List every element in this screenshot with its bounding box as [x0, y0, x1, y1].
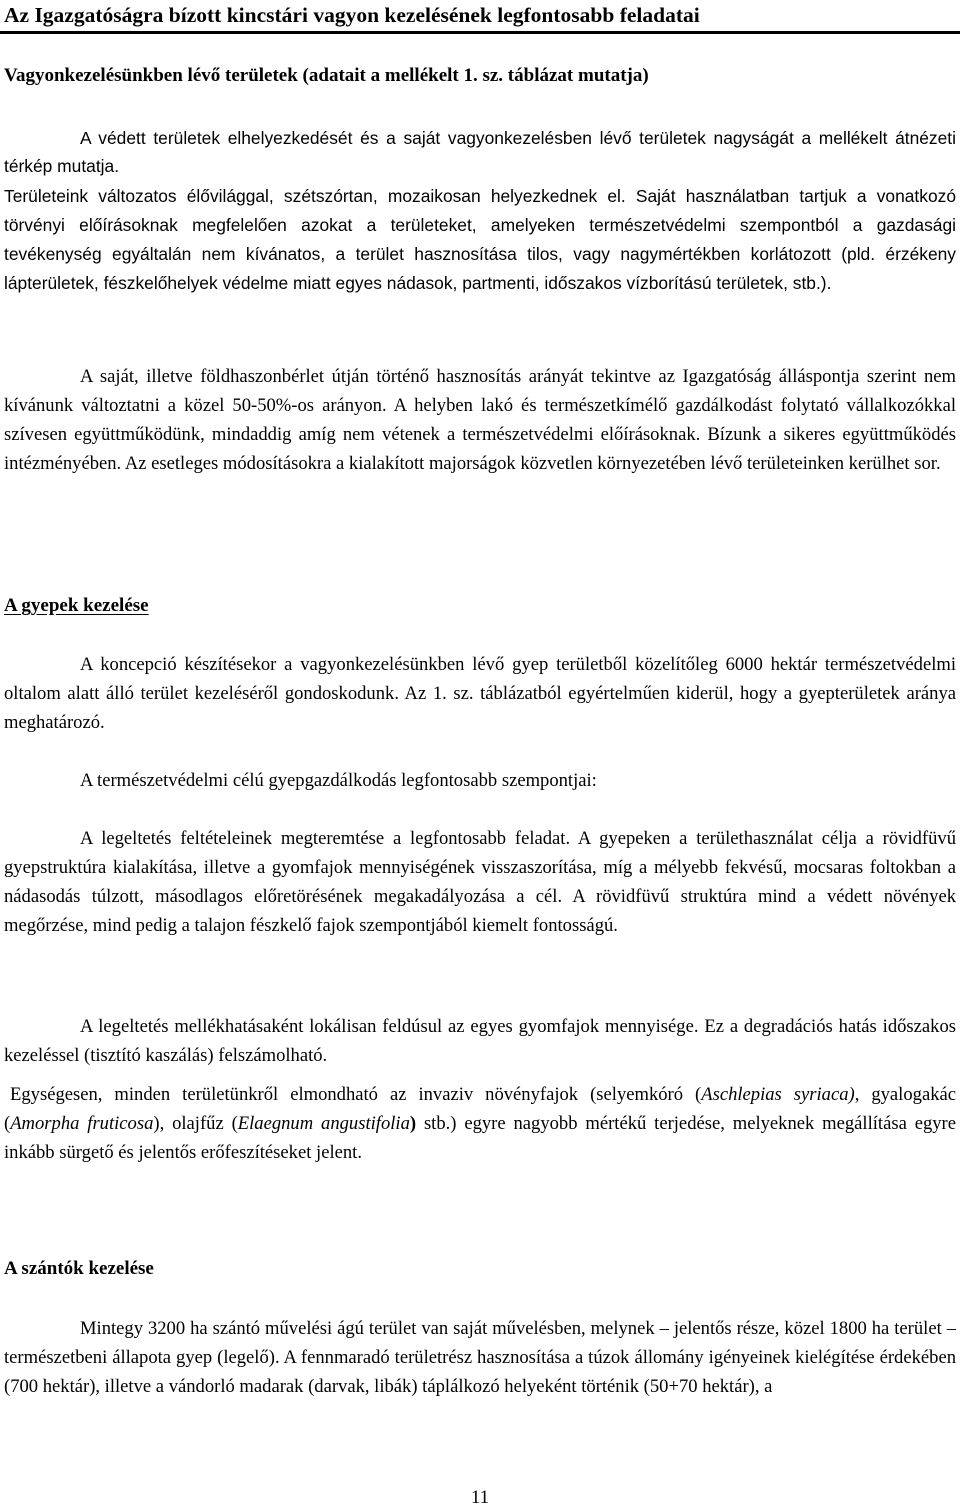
- invasive-text-d: ): [409, 1113, 417, 1134]
- species-amorpha: Amorpha fruticosa: [10, 1113, 154, 1134]
- page-number: 11: [470, 1487, 490, 1508]
- section-heading-vagyonkezeles: Vagyonkezelésünkben lévő területek (adatait a mellékelt 1. sz. táblázat mutatja): [4, 65, 649, 86]
- species-elaeagnus: Elaegnum angustifolia: [237, 1113, 410, 1134]
- species-asclepias: Aschlepias syriaca): [701, 1084, 855, 1105]
- paragraph-areas: [4, 182, 956, 298]
- invasive-text-e: stb.) egyre nagyobb mértékű terjedése, melyeknek megállítása egyre inkább sürgető és jelentős erőfeszítéseket jelent.: [4, 1113, 956, 1163]
- page-title: Az Igazgatóságra bízott kincstári vagyon kezelésének legfontosabb feladatai: [0, 0, 960, 34]
- section-heading-gyepek: A gyepek kezelése: [4, 595, 149, 616]
- invasive-text-c: ), olajfűz (: [153, 1113, 238, 1134]
- paragraph-side-effects: A legeltetés mellékhatásaként lokálisan feldúsul az egyes gyomfajok mennyisége. Ez a degradációs hatás időszakos kezeléssel (tisztító kaszálás) felszámolható.: [4, 1016, 956, 1066]
- paragraph-grassland: A koncepció készítésekor a vagyonkezelésünkben lévő gyep területből közelítőleg 6000 hektár természetvédelmi oltalom alatt álló terület kezeléséről gondoskodunk. Az 1. sz. táblázatból egyértelműen kiderül, hogy a gyepterületek aránya meghatározó.: [4, 654, 956, 733]
- paragraph-land-use: A saját, illetve földhaszonbérlet útján történő hasznosítás arányát tekintve az Igazgatóság álláspontja szerint nem kívánunk változtatni a közel 50-50%-os arányon. A helyben lakó és természetkímélő gazdálkodást folytató vállalkozókkal szívesen együttműködünk, mindaddig amíg nem vétenek a természetvédelmi előírásoknak. Bízunk a sikeres együttműködés intézményében. Az esetleges módosításokra a kialakított majorságok közvetlen környezetében lévő területeinken kerülhet sor.: [4, 366, 956, 474]
- paragraph-map: A védett területek elhelyezkedését és a saját vagyonkezelésben lévő területek nagyságát a mellékelt átnézeti térkép mutatja.: [4, 128, 956, 176]
- paragraph-grazing: A legeltetés feltételeinek megteremtése a legfontosabb feladat. A gyepeken a területhasználat célja a rövidfüvű gyepstruktúra kialakítása, illetve a gyomfajok mennyiségének visszaszorítása, míg a mélyebb fekvésű, mocsaras foltokban a nádasodás túlzott, másodlagos előretörésének megakadályozása a cél. A rövidfüvű struktúra mind a védett növények megőrzése, mind pedig a talajon fészkelő fajok szempontjából kiemelt fontosságú.: [4, 828, 956, 936]
- invasive-text-b: , gyalogakác (: [4, 1084, 956, 1134]
- paragraph-areas-body: Saját használatban tartjuk a vonatkozó törvényi előírásoknak megfelelően azokat a területeket, amelyeken természetvédelmi szempontból a gazdasági tevékenység egyáltalán nem kívánatos, a terület hasznosítása tilos, vagy nagymértékben korlátozott (pld. érzékeny lápterületek, fészkelőhelyek védelme miatt egyes nádasok, partmenti, időszakos vízborítású területek, stb.).: [4, 186, 957, 293]
- invasive-text-a: Egységesen, minden területünkről elmondható az invaziv növényfajok (selyemkóró (: [10, 1084, 702, 1105]
- paragraph-invasive: [4, 1080, 956, 1167]
- section-heading-szantok: A szántók kezelése: [4, 1258, 154, 1279]
- subheading-criteria: A természetvédelmi célú gyepgazdálkodás legfontosabb szempontjai:: [80, 770, 597, 791]
- paragraph-areas-lead: Területeink változatos élővilággal, szétszórtan, mozaikosan helyezkednek el.: [4, 186, 626, 206]
- paragraph-arable: Mintegy 3200 ha szántó művelési ágú terület van saját művelésben, melynek – jelentős része, közel 1800 ha terület – természetbeni állapota gyep (legelő). A fennmaradó területrész hasznosítása a túzok állomány igényeinek kielégítése érdekében (700 hektár), illetve a vándorló madarak (darvak, libák) táplálkozó helyeként történik (50+70 hektár), a: [4, 1318, 956, 1397]
